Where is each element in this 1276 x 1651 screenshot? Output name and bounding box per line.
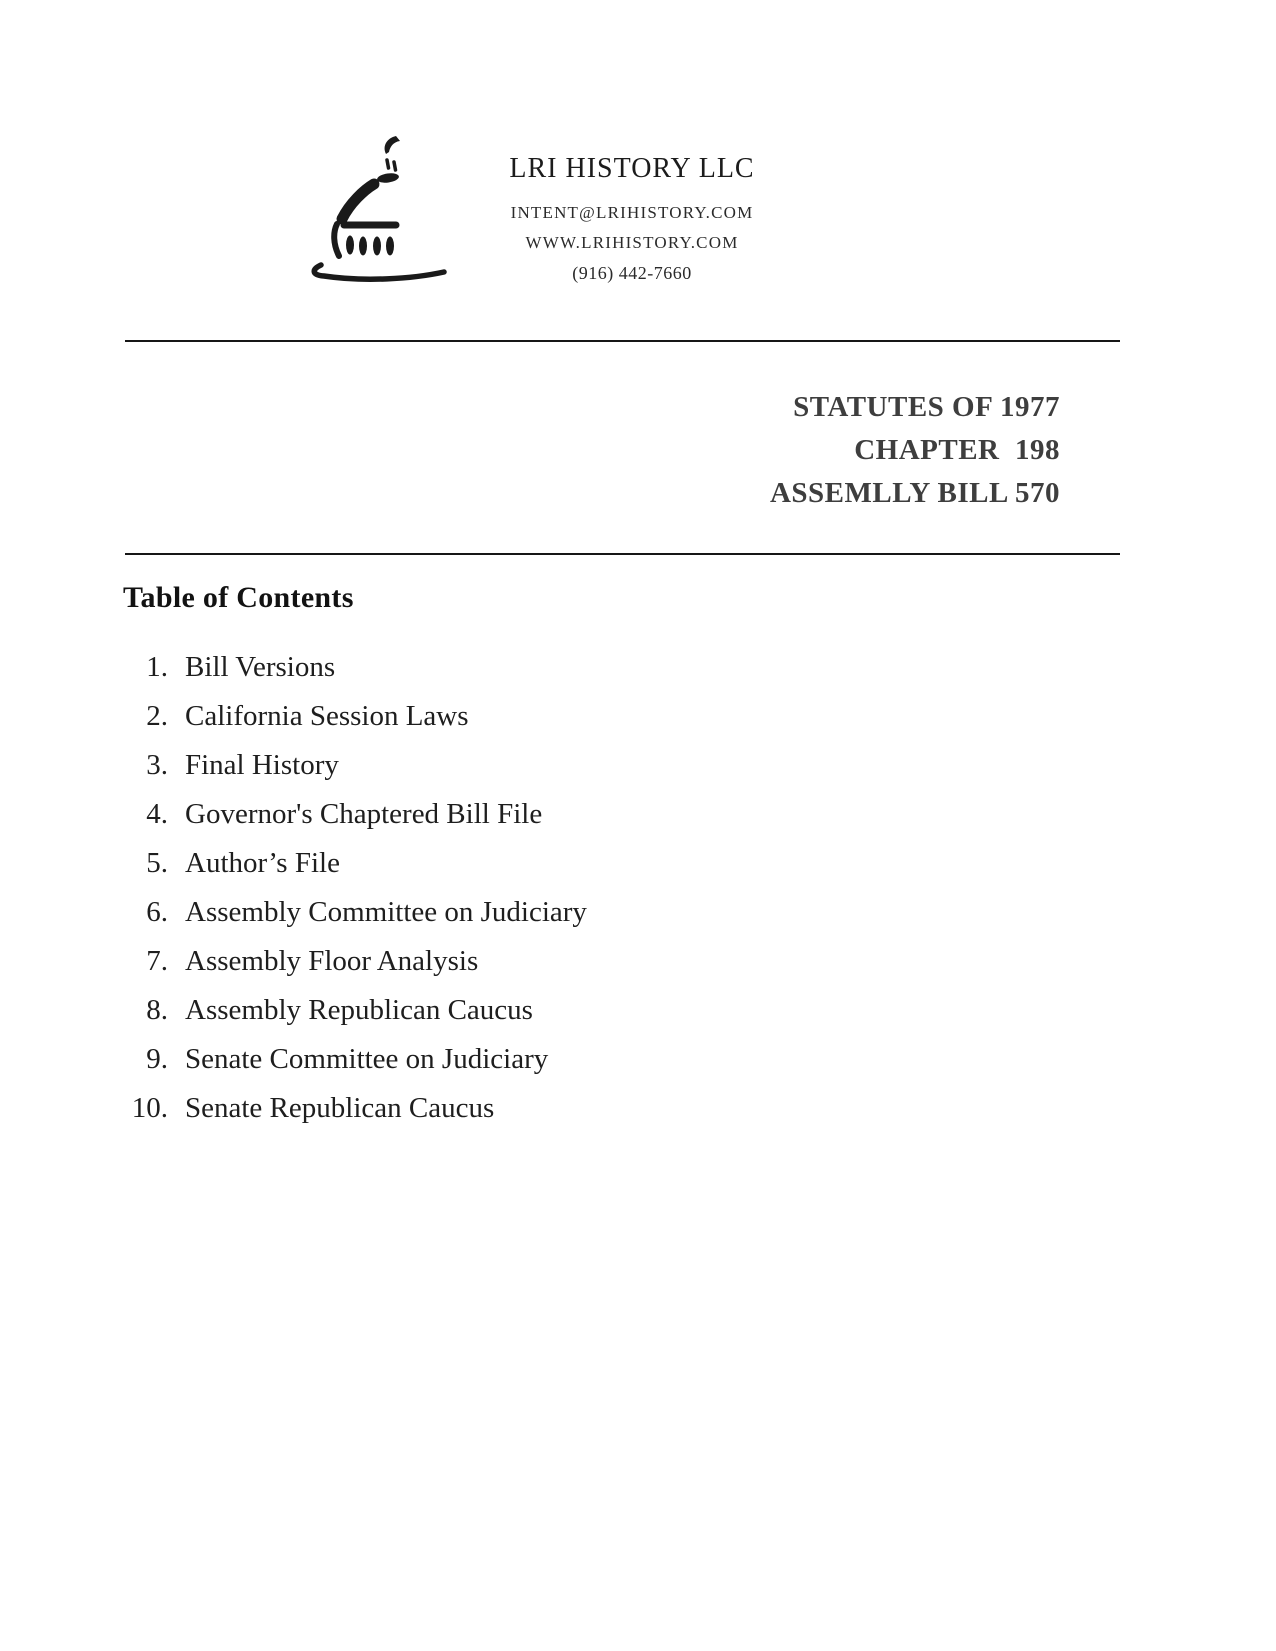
toc-item-number: 1. [146,651,168,683]
toc-item-label: Bill Versions [185,651,336,683]
toc-title: Table of Contents [123,581,354,614]
toc-item-authors-file [120,848,587,878]
toc-item-session-laws [120,701,587,731]
toc-item-assembly-judiciary [120,897,587,927]
toc-item-number: 10. [131,1092,168,1124]
divider-middle [125,553,1120,555]
org-phone: (916) 442-7660 [572,263,692,283]
toc-item-assembly-floor-analysis [120,946,587,976]
toc-item-number: 6. [146,896,168,928]
toc-item-final-history [120,750,587,780]
toc-item-label: Assembly Floor Analysis [185,945,479,977]
toc-item-bill-versions [120,652,587,682]
toc-list [120,652,587,1142]
toc-item-label: Assembly Republican Caucus [185,994,533,1026]
toc-item-label: California Session Laws [185,700,469,732]
toc-item-label: Senate Republican Caucus [185,1092,495,1124]
toc-item-senate-judiciary [120,1044,587,1074]
toc-item-number: 5. [146,847,168,879]
toc-item-number: 8. [146,994,168,1026]
toc-item-label: Final History [185,749,339,781]
statute-reference [770,386,1060,515]
bill-line: ASSEMLLY BILL 570 [769,477,1060,509]
toc-item-governors-chaptered-bill-file [120,799,587,829]
divider-top [125,340,1120,342]
toc-item-senate-republican-caucus [120,1093,587,1123]
statutes-year-line: STATUTES OF 1977 [793,391,1060,423]
toc-item-label: Author’s File [185,847,340,879]
toc-item-number: 7. [146,945,168,977]
toc-item-label: Governor's Chaptered Bill File [185,798,543,830]
toc-item-number: 2. [146,700,168,732]
toc-item-number: 9. [146,1043,168,1075]
org-website: WWW.LRIHISTORY.COM [525,233,739,252]
capitol-dome-logo-icon [293,128,455,296]
org-email: INTENT@LRIHISTORY.COM [510,203,754,222]
toc-item-label: Senate Committee on Judiciary [185,1043,549,1075]
org-name: LRI HISTORY LLC [509,153,755,184]
toc-item-number: 4. [146,798,168,830]
toc-item-assembly-republican-caucus [120,995,587,1025]
chapter-line: CHAPTER 198 [854,434,1060,466]
toc-item-number: 3. [146,749,168,781]
toc-item-label: Assembly Committee on Judiciary [185,896,587,928]
letterhead [452,152,812,284]
